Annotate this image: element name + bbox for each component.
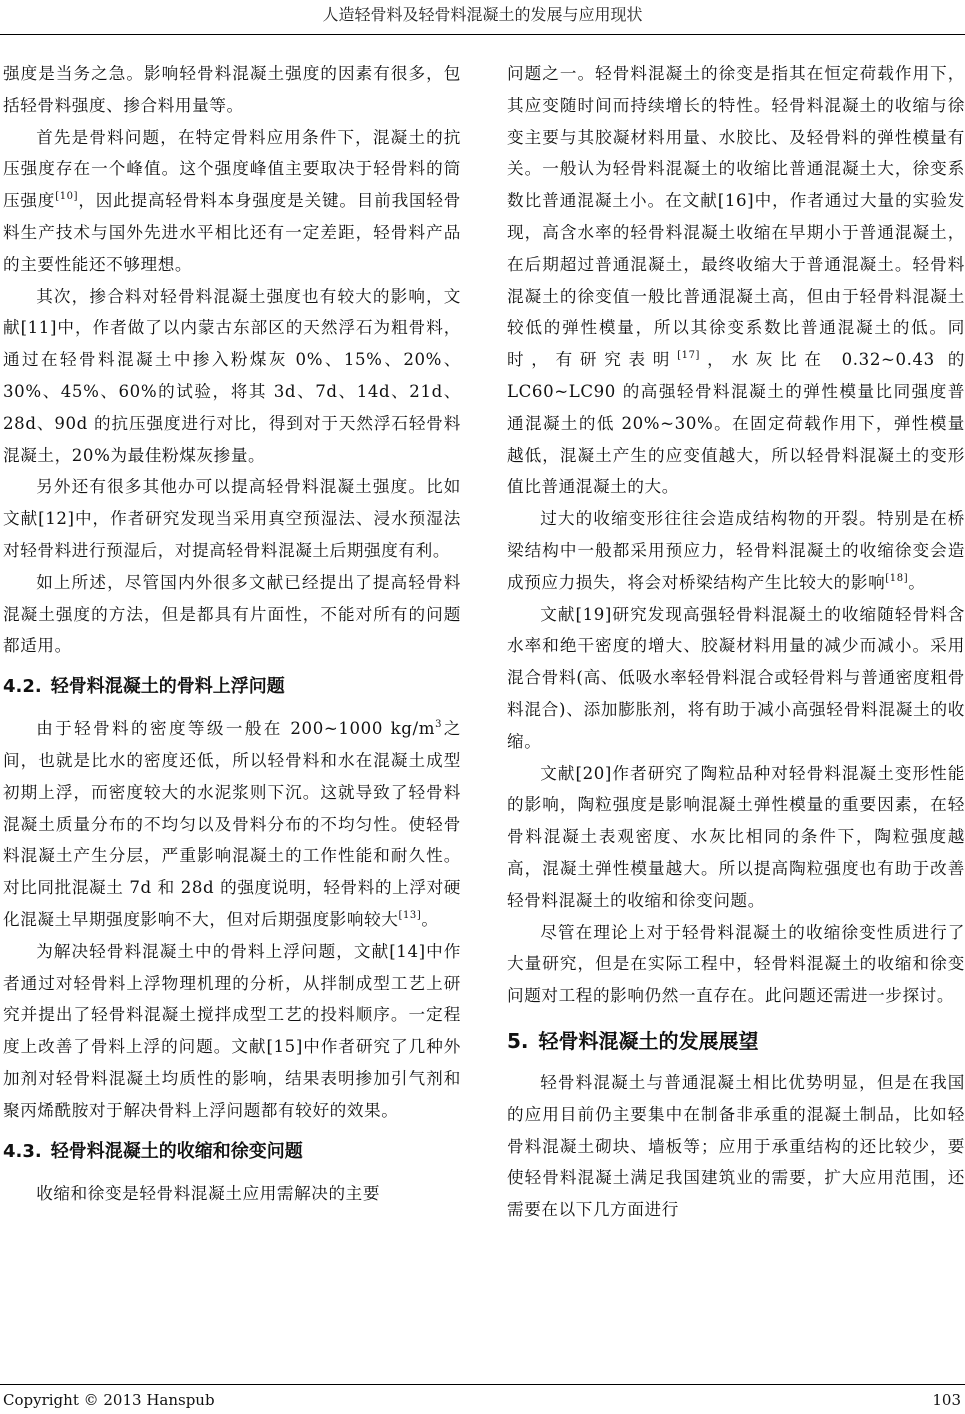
paragraph-text: 首先是骨料问题，在特定骨料应用条件下，混凝土的抗压强度存在一个峰值。这个强度峰值主要取决于轻骨料的筒压强度 [3, 127, 461, 211]
paragraph: 尽管在理论上对于轻骨料混凝土的收缩徐变性质进行了大量研究，但是在实际工程中，轻骨料混凝土的收缩和徐变问题对工程的影响仍然一直存在。此问题还需进一步探讨。 [507, 922, 965, 1006]
section-number: 5. [507, 1028, 529, 1053]
paragraph-text: 过大的收缩变形往往会造成结构物的开裂。特别是在桥梁结构中一般都采用预应力，轻骨料混凝土的收缩徐变会造成预应力损失，将会对桥梁结构产生比较大的影响 [507, 509, 965, 592]
paragraph-text: ，水灰比在 0.32~0.43 的 LC60~LC90 的高强轻骨料混凝土的弹性模量比同强度普通混凝土的低 20%~30%。在固定荷载作用下，弹性模量越低，混凝土产生的应变值越大，所以轻骨料混凝土的变形值比普通混凝土的大。 [507, 350, 965, 497]
running-title: 人造轻骨料及轻骨料混凝土的发展与应用现状 [322, 5, 643, 24]
paragraph-text: 。 [908, 572, 926, 592]
paragraph-text: 问题之一。轻骨料混凝土的徐变是指其在恒定荷载作用下，其应变随时间而持续增长的特性。轻骨料混凝土的收缩与徐变主要与其胶凝材料用量、水胶比、及轻骨料的弹性模量有关。一般认为轻骨料混凝土的收缩比普通混凝土大，徐变系数比普通混凝土小。在文献[16]中，作者通过大量的实验发现，高含水率的轻骨料混凝土收缩在早期小于普通混凝土，在后期超过普通混凝土，最终收缩大于普通混凝土。轻骨料混凝土的徐变值一般比普通混凝土高，但由于轻骨料混凝土较低的弹性模量，所以其徐变系数比普通混凝土的低。同时，有研究表明 [507, 64, 965, 370]
citation: [10] [55, 191, 79, 203]
section-number: 4.2. [3, 676, 42, 698]
right-column [507, 58, 965, 1378]
paragraph-text: 。 [421, 909, 439, 929]
section-heading-4-3 [3, 1137, 461, 1167]
paragraph [507, 503, 965, 598]
paragraph: 强度是当务之急。影响轻骨料混凝土强度的因素有很多，包括轻骨料强度、掺合料用量等。 [3, 64, 461, 115]
left-column [3, 58, 461, 1378]
paragraph: 文献[20]作者研究了陶粒品种对轻骨料混凝土变形性能的影响，陶粒强度是影响混凝土弹性模量的重要因素，在轻骨料混凝土表观密度、水灰比相同的条件下，陶粒强度越高，混凝土弹性模量越大。所以提高陶粒强度也有助于改善轻骨料混凝土的收缩和徐变问题。 [507, 763, 965, 910]
paragraph-text: ，因此提高轻骨料本身强度是关键。目前我国轻骨料生产技术与国外先进水平相比还有一定差距，轻骨料产品的主要性能还不够理想。 [3, 191, 461, 274]
paragraph: 收缩和徐变是轻骨料混凝土应用需解决的主要 [36, 1183, 381, 1203]
paragraph: 另外还有很多其他办可以提高轻骨料混凝土强度。比如文献[12]中，作者研究发现当采用真空预湿法、浸水预湿法对轻骨料进行预湿后，对提高轻骨料混凝土后期强度有利。 [3, 477, 461, 560]
section-title: 轻骨料混凝土的收缩和徐变问题 [50, 1140, 303, 1162]
section-title: 轻骨料混凝土的骨料上浮问题 [50, 676, 285, 698]
citation: [18] [885, 572, 909, 584]
section-heading-5 [507, 1026, 965, 1056]
paragraph: 轻骨料混凝土与普通混凝土相比优势明显，但是在我国的应用目前仍主要集中在制备非承重的混凝土制品，比如轻骨料混凝土砌块、墙板等；应用于承重结构的还比较少，要使轻骨料混凝土满足我国建筑业的需要，扩大应用范围，还需要在以下几方面进行 [507, 1072, 965, 1220]
footer-rule [0, 1384, 965, 1385]
section-title: 轻骨料混凝土的发展展望 [538, 1028, 759, 1053]
paragraph: 为解决轻骨料混凝土中的骨料上浮问题，文献[14]中作者通过对轻骨料上浮物理机理的分析，从拌制成型工艺上研究并提出了轻骨料混凝土搅拌成型工艺的投料顺序。一定程度上改善了骨料上浮的问题。文献[15]中作者研究了几种外加剂对轻骨料混凝土均质性的影响，结果表明掺加引气剂和聚丙烯酰胺对于解决骨料上浮问题都有较好的效果。 [3, 941, 461, 1120]
paragraph [507, 58, 965, 503]
paragraph: 如上所述，尽管国内外很多文献已经提出了提高轻骨料混凝土强度的方法，但是都具有片面性，不能对所有的问题都适用。 [3, 572, 461, 656]
section-number: 4.3. [3, 1140, 42, 1162]
paragraph: 文献[19]研究发现高强轻骨料混凝土的收缩随轻骨料含水率和绝干密度的增大、胶凝材料用量的减少而减小。采用混合骨料(高、低吸水率轻骨料混合或轻骨料与普通密度粗骨料混合)、添加膨胀剂，将有助于减小高强轻骨料混凝土的收缩。 [507, 604, 965, 751]
citation: [17] [677, 350, 701, 362]
citation: [13] [398, 909, 422, 921]
paragraph-text: 之间，也就是比水的密度还低，所以轻骨料和水在混凝土成型初期上浮，而密度较大的水泥浆则下沉。这就导致了轻骨料混凝土质量分布的不均匀以及骨料分布的不均匀性。使轻骨料混凝土产生分层，严重影响混凝土的工作性能和耐久性。对比同批混凝土 7d 和 28d 的强度说明，轻骨料的上浮对硬化混凝土早期强度影响不大，但对后期强度影响较大 [3, 719, 461, 929]
paragraph: 其次，掺合料对轻骨料混凝土强度也有较大的影响，文献[11]中，作者做了以内蒙古东部区的天然浮石为粗骨料，通过在轻骨料混凝土中掺入粉煤灰 0%、15%、20%、30%、45%、60%的试验，将其 3d、7d、14d、21d、28d、90d 的抗压强度进行对比，得到对于天然浮石轻骨料混凝土，20%为最佳粉煤灰掺量。 [3, 286, 461, 465]
superscript: 3 [435, 719, 443, 731]
paragraph [3, 122, 461, 281]
copyright-notice: Copyright © 2013 Hanspub [3, 1391, 215, 1409]
header-rule [0, 34, 965, 35]
paragraph-text: 由于轻骨料的密度等级一般在 200~1000 kg/m [36, 719, 436, 739]
paragraph [3, 713, 461, 936]
page-number: 103 [932, 1391, 961, 1409]
section-heading-4-2 [3, 672, 461, 702]
